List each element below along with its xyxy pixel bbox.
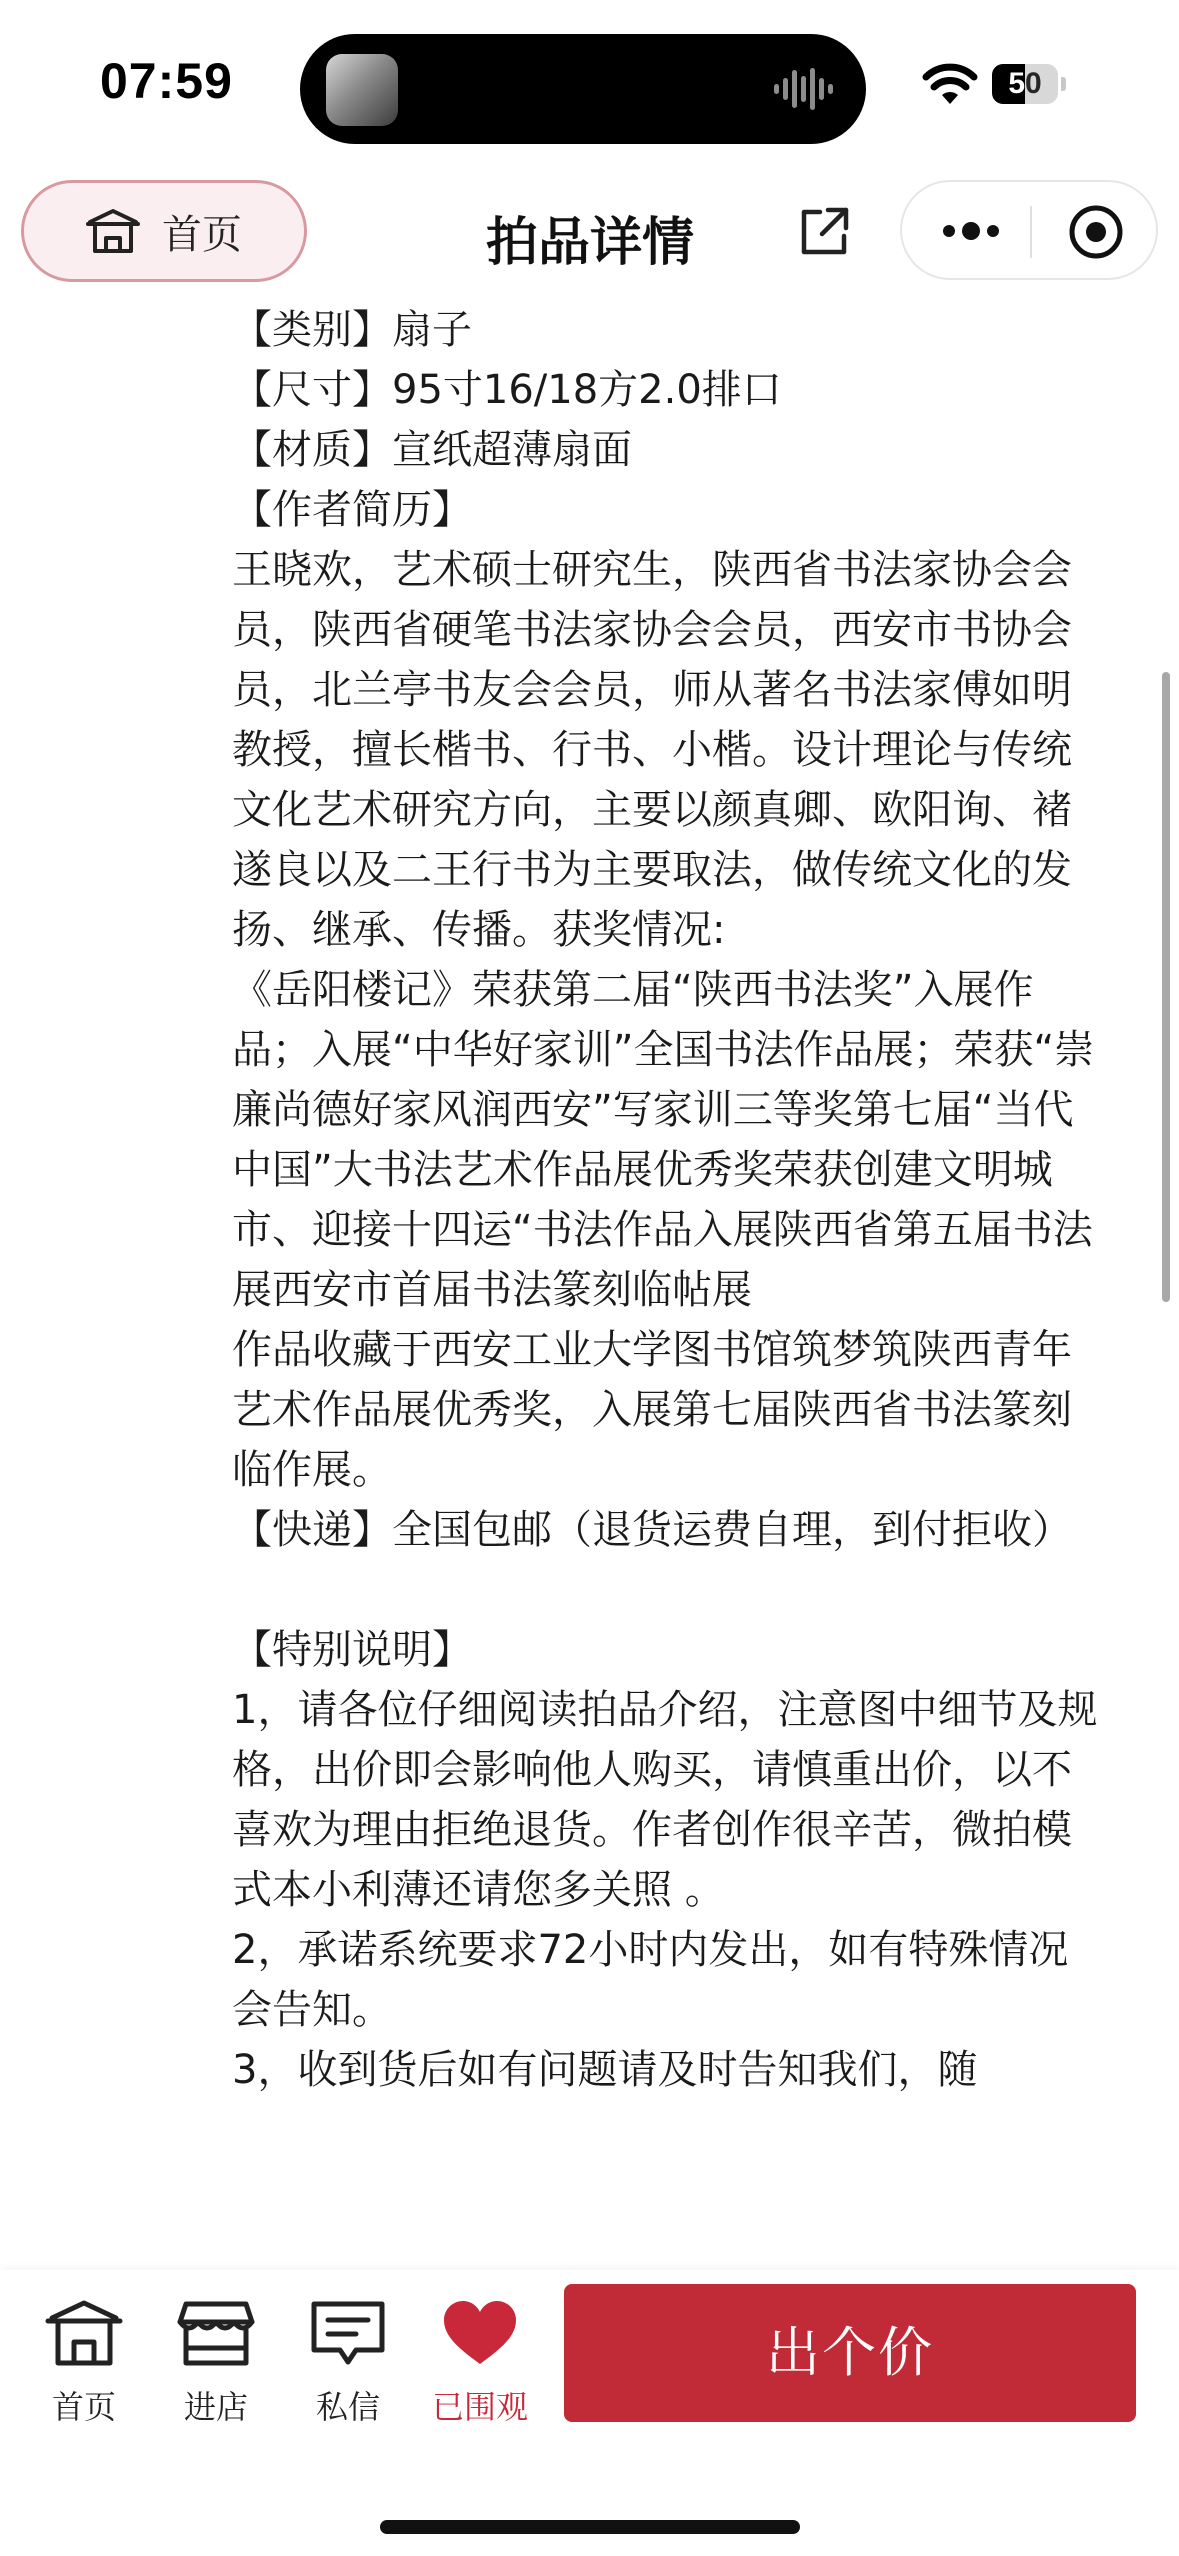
tab-message[interactable] [282, 2298, 414, 2438]
tab-store[interactable] [150, 2298, 282, 2438]
tab-home[interactable] [18, 2298, 150, 2438]
capsule-divider [1030, 206, 1032, 258]
store-icon [176, 2298, 256, 2368]
desc-note-2: 2，承诺系统要求72小时内发出，如有特殊情况会告知。 [232, 1927, 1069, 2033]
battery-percent: 50 [1008, 67, 1042, 100]
home-icon [44, 2298, 124, 2368]
home-button-label: 首页 [162, 211, 242, 258]
scrollbar[interactable] [1162, 672, 1170, 1302]
desc-line-author-heading: 【作者简历】 [232, 487, 472, 533]
wifi-icon [922, 62, 978, 108]
nav-bar [0, 170, 1179, 300]
tab-watched-label: 已围观 [431, 2388, 528, 2426]
desc-blank-line [232, 1560, 1102, 1620]
tab-message-label: 私信 [315, 2388, 380, 2426]
bid-button[interactable]: 出个价 [564, 2284, 1136, 2422]
page-title: 拍品详情 [485, 213, 694, 273]
desc-note-3: 3，收到货后如有问题请及时告知我们，随 [232, 2047, 978, 2093]
item-description [232, 300, 1102, 2270]
status-bar [0, 0, 1179, 170]
desc-line-shipping: 【快递】全国包邮（退货运费自理，到付拒收） [232, 1507, 1072, 1553]
tab-home-label: 首页 [51, 2388, 116, 2426]
home-icon [86, 208, 140, 254]
battery-icon [992, 64, 1068, 104]
home-indicator[interactable] [380, 2520, 800, 2534]
status-time: 07:59 [100, 53, 233, 109]
mini-program-capsule [900, 180, 1158, 280]
desc-author-bio: 王晓欢，艺术硕士研究生，陕西省书法家协会会员，陕西省硬笔书法家协会会员，西安市书协会员，北兰亭书友会会员，师从著名书法家傅如明教授，擅长楷书、行书、小楷。设计理论与传统文化艺术研究方向，主要以颜真卿、欧阳询、褚遂良以及二王行书为主要取法，做传统文化的发扬、继承、传播。获奖情况: [232, 547, 1072, 953]
tab-store-label: 进店 [183, 2388, 248, 2426]
desc-note-1: 1，请各位仔细阅读拍品介绍，注意图中细节及规格，出价即会影响他人购买，请慎重出价，以不喜欢为理由拒绝退货。作者创作很辛苦，微拍模式本小利薄还请您多关照 。 [232, 1687, 1098, 1913]
battery-tip [1061, 77, 1066, 91]
desc-line-material: 【材质】宣纸超薄扇面 [232, 427, 632, 473]
message-icon [308, 2298, 388, 2368]
home-button[interactable] [21, 180, 307, 282]
tab-watched[interactable] [414, 2298, 546, 2438]
dynamic-island[interactable] [300, 34, 866, 144]
close-target-icon[interactable] [1068, 204, 1124, 260]
desc-awards: 《岳阳楼记》荣获第二届“陕西书法奖”入展作品；入展“中华好家训”全国书法作品展；荣获“崇廉尚德好家风润西安”写家训三等奖第七届“当代中国”大书法艺术作品展优秀奖荣获创建文明城市、迎接十四运“书法作品入展陕西省第五届书法展西安市首届书法篆刻临帖展 [232, 967, 1095, 1313]
audio-wave-icon [772, 66, 836, 112]
desc-line-category: 【类别】扇子 [232, 307, 472, 353]
heart-icon [440, 2298, 520, 2368]
more-dots-icon[interactable] [940, 212, 1002, 250]
bottom-action-bar [0, 2270, 1179, 2556]
media-thumbnail-icon [326, 54, 398, 126]
desc-line-notes-heading: 【特别说明】 [232, 1627, 472, 1673]
desc-line-size: 【尺寸】95寸16/18方2.0排口 [232, 367, 782, 413]
share-icon[interactable] [796, 204, 852, 260]
desc-collections: 作品收藏于西安工业大学图书馆筑梦筑陕西青年艺术作品展优秀奖，入展第七届陕西省书法篆刻临作展。 [232, 1327, 1072, 1493]
